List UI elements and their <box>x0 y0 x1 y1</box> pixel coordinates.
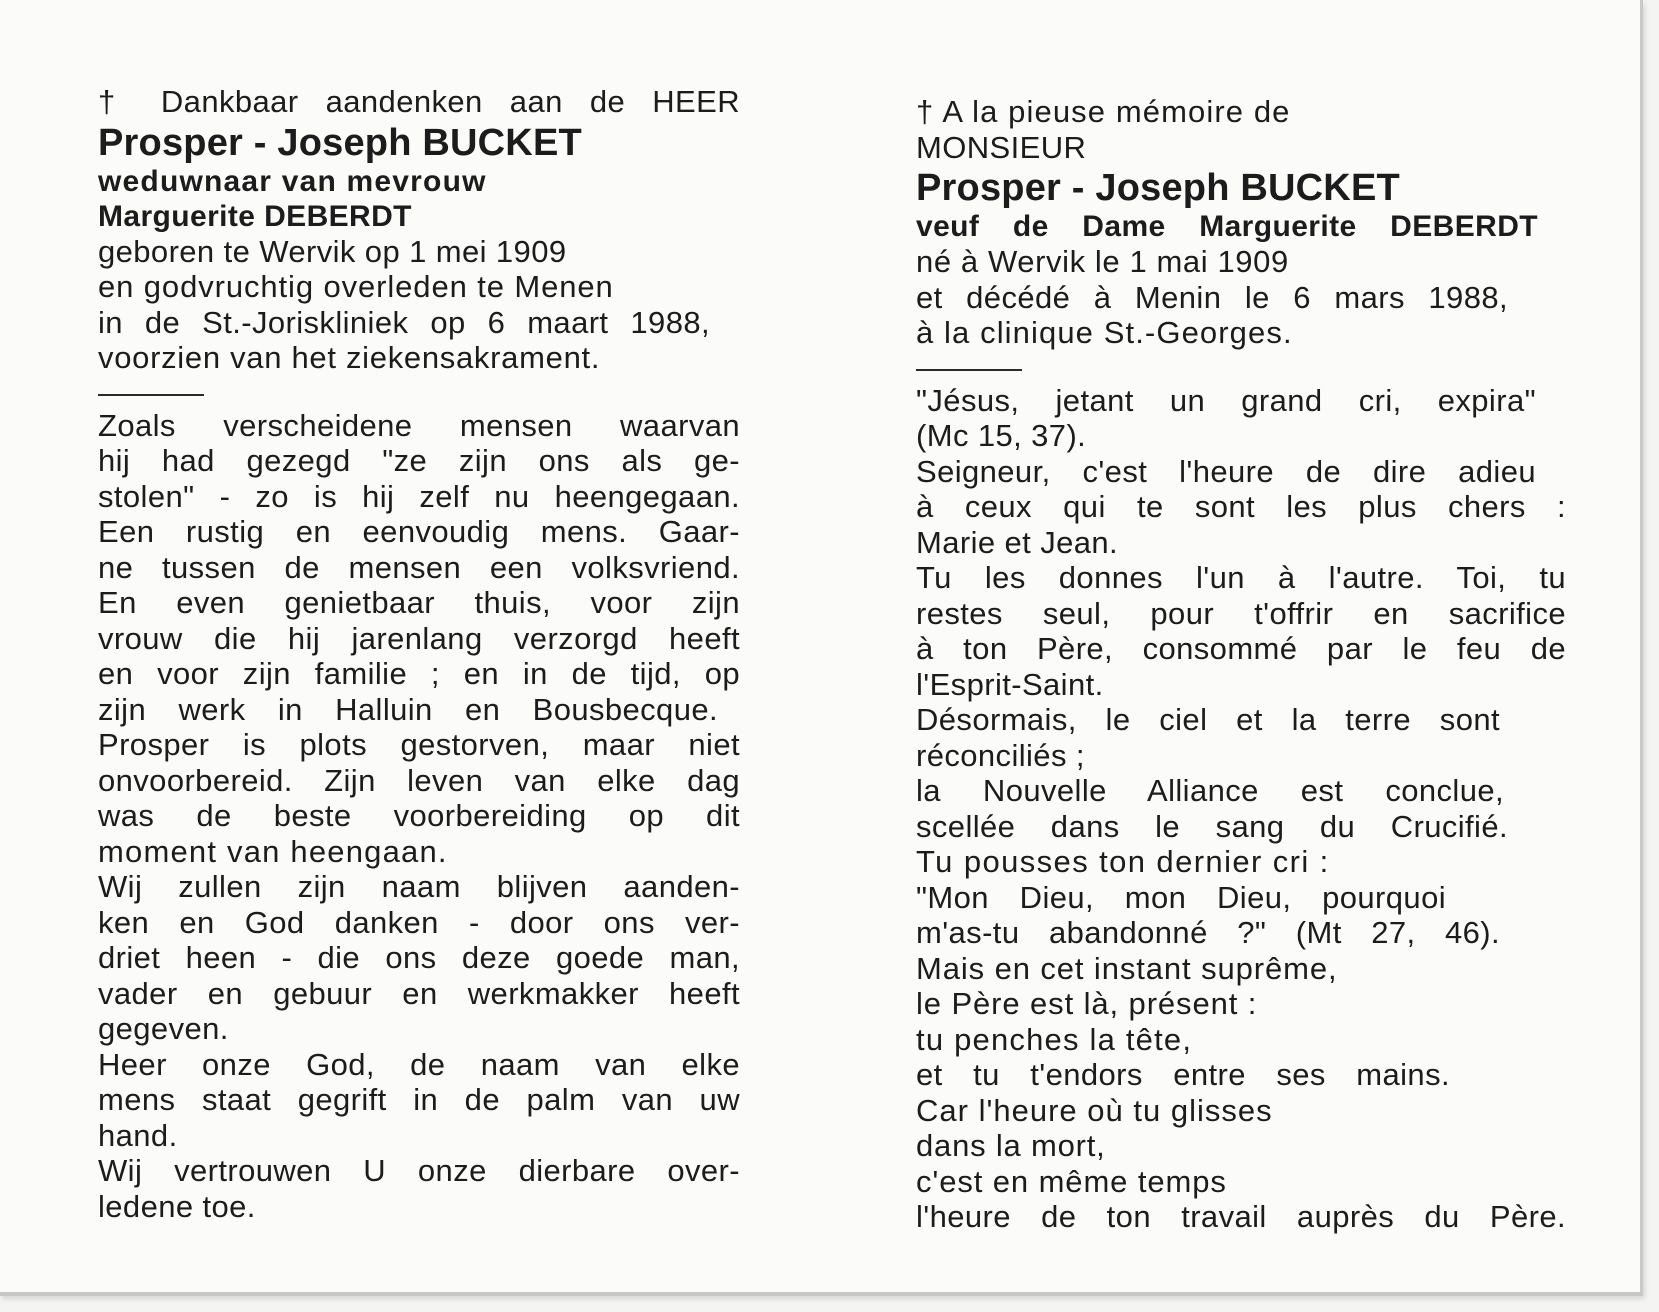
french-body-line: Tu pousses ton dernier cri : <box>916 844 1330 879</box>
french-details <box>916 244 1566 351</box>
dutch-body-line: Wij zullen zijn naam blijven aanden- <box>98 869 740 904</box>
dutch-body-line: Prosper is plots gestorven, maar niet <box>98 727 740 762</box>
french-body-line: scellée dans le sang du Crucifié. <box>916 808 1508 844</box>
dutch-detail-line: en godvruchtig overleden te Menen <box>98 269 614 304</box>
french-body-line: dans la mort, <box>916 1128 1106 1163</box>
dutch-column <box>98 84 740 1224</box>
french-body-line: Car l'heure où tu glisses <box>916 1092 1273 1128</box>
french-body-line: (Mc 15, 37). <box>916 418 1087 453</box>
french-body-line: m'as-tu abandonné ?" (Mt 27, 46). <box>916 915 1500 950</box>
dutch-body-line: hand. <box>98 1117 178 1153</box>
french-body-line: restes seul, pour t'offrir en sacrifice <box>916 595 1566 631</box>
dutch-body-line: Zoals verscheidene mensen waarvan <box>98 407 740 443</box>
dutch-body-line: En even genietbaar thuis, voor zijn <box>98 585 740 620</box>
french-body-line: Mais en cet instant suprême, <box>916 950 1338 986</box>
dutch-detail-line: voorzien van het ziekensakrament. <box>98 340 601 375</box>
dutch-body-line: gegeven. <box>98 1011 229 1046</box>
dutch-body-line: Heer onze God, de naam van elke <box>98 1046 740 1082</box>
dutch-body-line: vader en gebuur en werkmakker heeft <box>98 975 740 1011</box>
french-body-line: à ton Père, consommé par le feu de <box>916 631 1566 666</box>
dutch-body-line: driet heen - die ons deze goede man, <box>98 940 740 975</box>
french-body-text <box>916 383 1566 1235</box>
dutch-body-line: en voor zijn familie ; en in de tijd, op <box>98 656 740 691</box>
french-body-line: la Nouvelle Alliance est conclue, <box>916 773 1504 808</box>
dutch-body-line: was de beste voorbereiding op dit <box>98 798 740 833</box>
french-intro-line1: † A la pieuse mémoire de <box>916 94 1291 129</box>
dutch-body-line: ken en God danken - door ons ver- <box>98 904 740 940</box>
dutch-body-line: onvoorbereid. Zijn leven van elke dag <box>98 762 740 798</box>
dutch-deceased-name: Prosper - Joseph BUCKET <box>98 121 582 164</box>
dutch-divider <box>98 394 204 396</box>
french-body-line: Désormais, le ciel et la terre sont <box>916 702 1500 737</box>
dutch-body-text <box>98 408 740 1225</box>
french-widower-line: veuf de Dame Marguerite DEBERDT <box>916 210 1538 243</box>
dutch-body-line: Wij vertrouwen U onze dierbare over- <box>98 1153 740 1188</box>
dutch-intro: † Dankbaar aandenken aan de HEER <box>98 84 740 119</box>
french-column <box>916 94 1566 1235</box>
french-body-line: c'est en même temps <box>916 1163 1227 1199</box>
french-detail-line: à la clinique St.-Georges. <box>916 315 1293 350</box>
french-deceased-name: Prosper - Joseph BUCKET <box>916 167 1400 209</box>
french-body-line: tu penches la tête, <box>916 1021 1193 1057</box>
french-body-line: Marie et Jean. <box>916 524 1119 560</box>
french-body-line: l'Esprit-Saint. <box>916 666 1104 702</box>
french-body-line: et tu t'endors entre ses mains. <box>916 1057 1450 1092</box>
dutch-body-line: vrouw die hij jarenlang verzorgd heeft <box>98 620 740 656</box>
french-detail-line: né à Wervik le 1 mai 1909 <box>916 244 1289 279</box>
dutch-widower-line2: Marguerite DEBERDT <box>98 199 412 233</box>
dutch-body-line: zijn werk in Halluin en Bousbecque. <box>98 691 718 727</box>
dutch-body-line: mens staat gegrift in de palm van uw <box>98 1082 740 1117</box>
dutch-detail-line: in de St.-Joriskliniek op 6 maart 1988, <box>98 304 710 340</box>
french-body-line: "Jésus, jetant un grand cri, expira" <box>916 382 1536 418</box>
french-divider <box>916 369 1022 371</box>
french-body-line: réconciliés ; <box>916 737 1085 773</box>
dutch-body-line: hij had gezegd "ze zijn ons als ge- <box>98 443 740 478</box>
dutch-body-line: Een rustig en eenvoudig mens. Gaar- <box>98 514 740 549</box>
dutch-body-line: ledene toe. <box>98 1188 256 1224</box>
french-body-line: Seigneur, c'est l'heure de dire adieu <box>916 453 1536 489</box>
dutch-details <box>98 234 740 376</box>
french-body-line: le Père est là, présent : <box>916 986 1258 1021</box>
dutch-widower-line1: weduwnaar van mevrouw <box>98 164 487 198</box>
french-body-line: "Mon Dieu, mon Dieu, pourquoi <box>916 879 1446 915</box>
french-body-line: à ceux qui te sont les plus chers : <box>916 489 1566 524</box>
dutch-body-line: ne tussen de mensen een volksvriend. <box>98 549 740 585</box>
dutch-detail-line: geboren te Wervik op 1 mei 1909 <box>98 233 567 269</box>
french-body-line: Tu les donnes l'un à l'autre. Toi, tu <box>916 560 1566 595</box>
dutch-body-line: moment van heengaan. <box>98 833 448 869</box>
french-intro-line2: MONSIEUR <box>916 129 1087 165</box>
dutch-body-line: stolen" - zo is hij zelf nu heengegaan. <box>98 478 740 514</box>
french-body-line: l'heure de ton travail auprès du Père. <box>916 1199 1566 1234</box>
french-detail-line: et décédé à Menin le 6 mars 1988, <box>916 279 1508 315</box>
